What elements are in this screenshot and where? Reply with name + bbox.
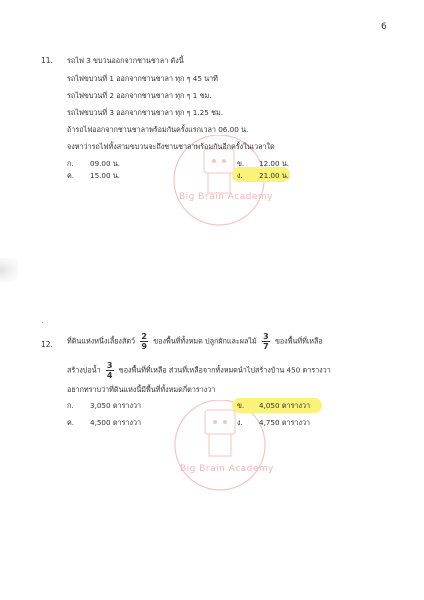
question-text: ของพื้นที่ที่เหลือ (274, 336, 323, 346)
watermark-emblem (165, 400, 275, 495)
fraction (140, 332, 148, 351)
choice-label: ก. (67, 159, 74, 168)
fraction-numerator: 3 (106, 361, 113, 370)
question-text: ที่ดินแห่งหนึ่งเลี้ยงสัตว์ (67, 336, 136, 346)
choice-text: 4,050 ตารางวา (259, 401, 311, 410)
question-text: รถไฟ 3 ขบวนออกจากชานชาลา ดังนี้ (67, 56, 184, 65)
question-text: รถไฟขบวนที่ 2 ออกจากชานชาลา ทุก ๆ 1 ชม. (67, 91, 212, 100)
fraction-denominator: 4 (106, 371, 113, 380)
choice-label: ข. (237, 401, 245, 410)
question-text: สร้างบ่อน้ำ (67, 365, 101, 375)
fraction-denominator: 9 (141, 342, 147, 351)
choice-text: 21.00 น. (259, 171, 290, 180)
question-text-line-1 (67, 332, 323, 351)
choice-label: ก. (67, 401, 74, 410)
scan-dot (42, 322, 43, 323)
choice-text: 4,500 ตารางวา (90, 418, 142, 427)
question-text: รถไฟขบวนที่ 1 ออกจากชานชาลา ทุก ๆ 45 นาที (67, 74, 218, 83)
fraction (262, 332, 270, 351)
fraction (106, 361, 114, 380)
watermark-logo (165, 400, 275, 495)
watermark-text: Big Brain Academy (180, 464, 275, 474)
choice-label: ง. (237, 418, 243, 427)
choice-text: 12.00 น. (259, 159, 290, 168)
fraction-numerator: 3 (263, 332, 269, 341)
question-number: 11. (41, 56, 53, 65)
question-text: รถไฟขบวนที่ 3 ออกจากชานชาลา ทุก ๆ 1.25 ชม. (67, 108, 223, 117)
page-number: 6 (381, 22, 387, 32)
scan-edge-mark (0, 258, 18, 282)
choice-label: ค. (67, 418, 75, 427)
question-number: 12. (41, 340, 53, 349)
question-text: จงหาว่ารถไฟทั้งสามขบวนจะถึงชานชาลาพร้อมกันอีกครั้งในเวลาใด (67, 142, 275, 151)
choice-text: 4,750 ตารางวา (259, 418, 311, 427)
fraction-numerator: 2 (141, 332, 147, 341)
choice-text: 15.00 น. (90, 171, 121, 180)
question-text: ของพื้นที่ทั้งหมด ปลูกผักและผลไม้ (153, 336, 257, 346)
question-text-line-2 (67, 361, 331, 380)
choice-label: ข. (237, 159, 245, 168)
question-text: อยากทราบว่าที่ดินแห่งนี้มีพื้นที่ทั้งหมดกี่ตารางวา (67, 385, 216, 394)
choice-text: 3,050 ตารางวา (90, 401, 142, 410)
watermark-text: Big Brain Academy (179, 192, 274, 202)
fraction-denominator: 7 (263, 342, 269, 351)
choice-label: ค. (67, 171, 75, 180)
question-text: ถ้ารถไฟออกจากชานชาลาพร้อมกันครั้งแรกเวลา 06.00 น. (67, 125, 249, 134)
question-text: ของพื้นที่ที่เหลือ ส่วนที่เหลือจากทั้งหมดนำไปสร้างบ้าน 450 ตารางวา (118, 365, 331, 375)
choice-label: ง. (237, 171, 243, 180)
choice-text: 09.00 น. (90, 159, 121, 168)
